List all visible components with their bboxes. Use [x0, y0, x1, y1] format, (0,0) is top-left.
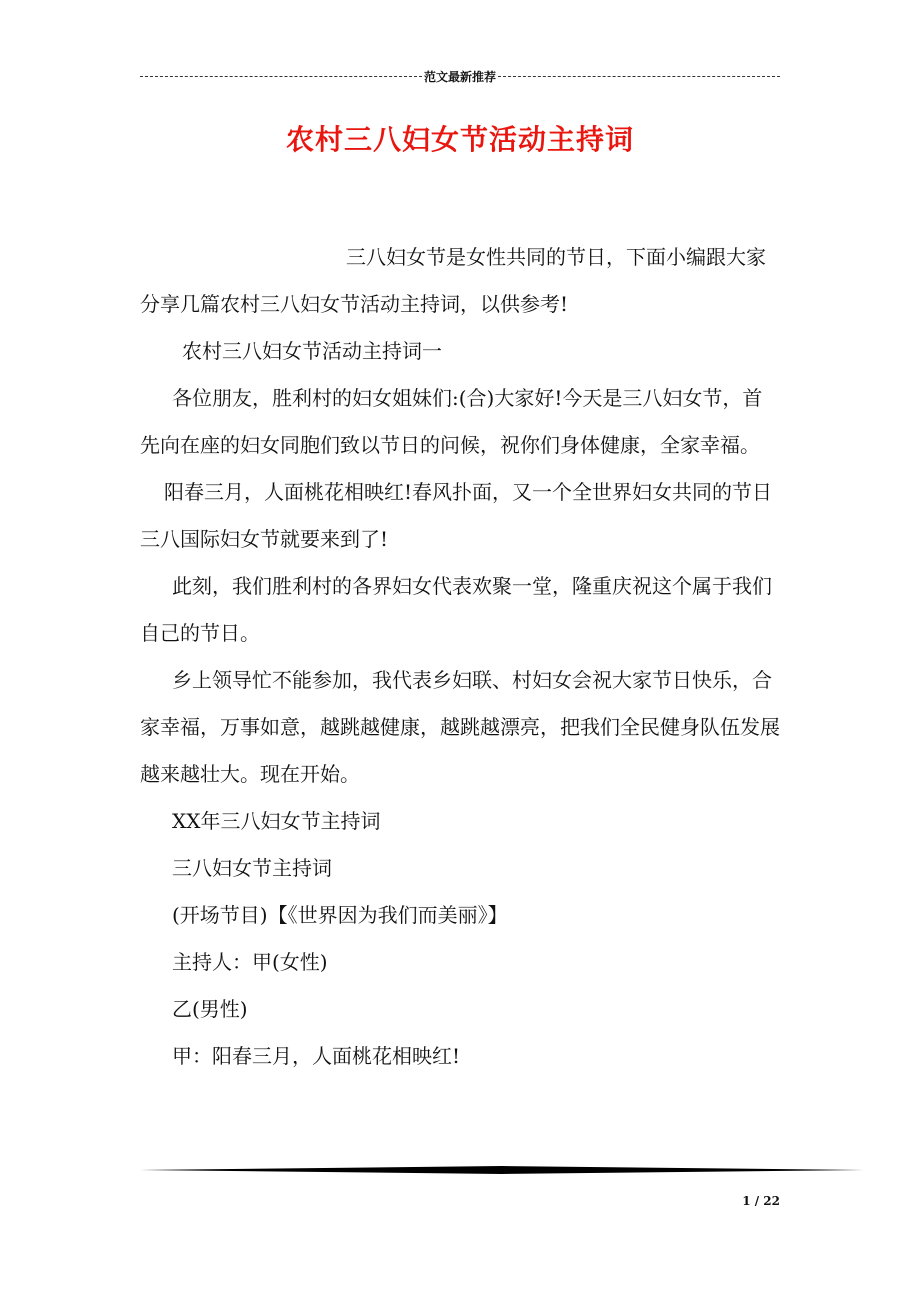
document-body: [140, 234, 782, 1080]
body-paragraph: 甲：阳春三月，人面桃花相映红!: [172, 1044, 461, 1068]
body-paragraph: 阳春三月，人面桃花相映红!春风扑面，又一个全世界妇女共同的节日三八国际妇女节就要来到了!: [140, 480, 773, 551]
header-label: 范文最新推荐: [424, 69, 497, 84]
document-title: 农村三八妇女节活动主持词: [285, 123, 634, 156]
body-paragraph: 乡上领导忙不能参加，我代表乡妇联、村妇女会祝大家节日快乐，合家幸福，万事如意，越跳越健康，越跳越漂亮，把我们全民健身队伍发展越来越壮大。现在开始。: [140, 668, 780, 786]
section-heading: 农村三八妇女节活动主持词一: [182, 339, 442, 363]
body-paragraph: 三八妇女节主持词: [172, 856, 332, 880]
body-paragraph: 主持人：甲(女性): [172, 950, 328, 974]
body-paragraph: (开场节目)【《世界因为我们而美丽》】: [172, 903, 508, 927]
page-number: 1 / 22: [742, 1194, 780, 1208]
header-dash-left: [140, 76, 422, 77]
body-paragraph: 乙(男性): [172, 997, 248, 1021]
footer-divider: [140, 1166, 864, 1174]
intro-paragraph: 三八妇女节是女性共同的节日，下面小编跟大家分享几篇农村三八妇女节活动主持词，以供参考!: [140, 245, 766, 316]
page-header: [140, 66, 780, 86]
body-paragraph: 此刻，我们胜利村的各界妇女代表欢聚一堂，隆重庆祝这个属于我们自己的节日。: [140, 574, 772, 645]
body-paragraph: XX年三八妇女节主持词: [172, 809, 381, 833]
header-dash-right: [498, 76, 780, 77]
body-paragraph: 各位朋友，胜利村的妇女姐妹们:(合)大家好!今天是三八妇女节，首先向在座的妇女同胞们致以节日的问候，祝你们身体健康，全家幸福。: [140, 386, 763, 457]
